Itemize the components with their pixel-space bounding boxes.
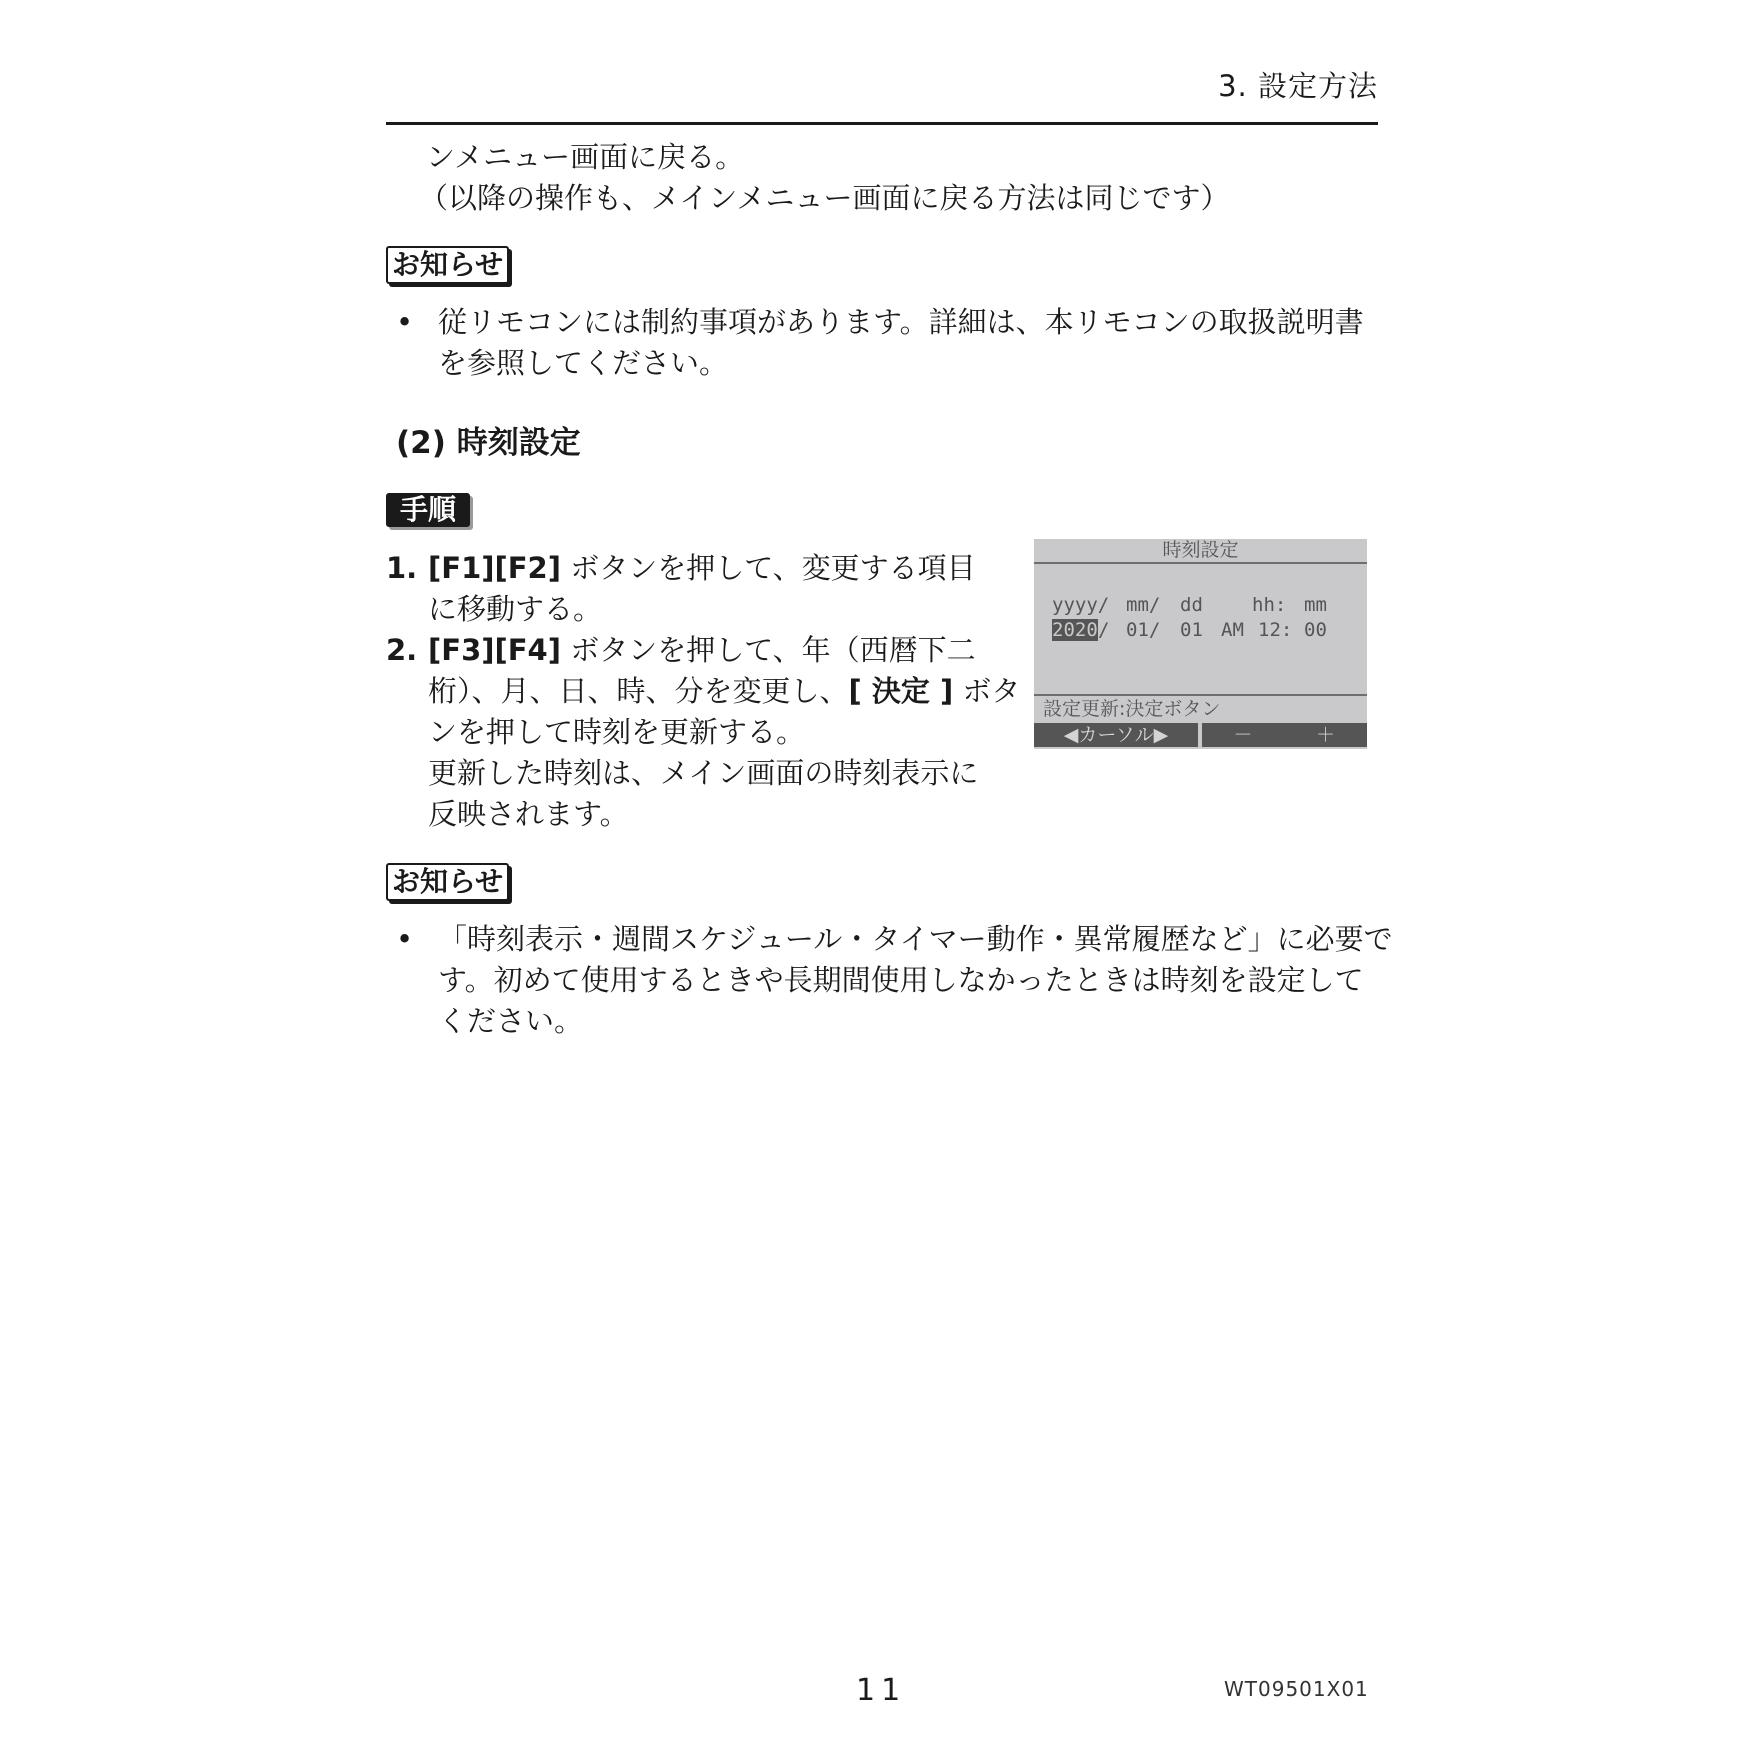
lcd-value-year-separator: / <box>1098 619 1110 641</box>
lcd-value-month: 01/ <box>1126 619 1161 641</box>
step-1-number: 1. <box>386 551 418 585</box>
lcd-title: 時刻設定 <box>1034 539 1367 564</box>
lcd-value-hour: 12: <box>1258 619 1293 641</box>
step-2-line-1 <box>428 630 986 671</box>
lcd-cursor-button: ◀カーソル▶ <box>1034 723 1198 747</box>
step-1-line-2: に移動する。 <box>428 592 603 626</box>
page-number: 11 <box>856 1673 907 1708</box>
notice-2-line-2: す。初めて使用するときや長期間使用しなかったときは時刻を設定して <box>438 963 1364 997</box>
section-title: (2) 時刻設定 <box>396 425 581 461</box>
lcd-value-day: 01 <box>1180 619 1203 641</box>
lcd-label-day: dd <box>1180 594 1203 616</box>
step-2-number: 2. <box>386 633 418 667</box>
lcd-hint: 設定更新:決定ボタン <box>1034 694 1367 720</box>
lcd-label-year: yyyy/ <box>1052 594 1110 616</box>
step-2-line-1-rest: ボタンを押して、年（西暦下二 <box>561 633 976 667</box>
bullet-dot: • <box>396 305 414 339</box>
notice-label-2: お知らせ <box>386 863 509 901</box>
lcd-screen <box>1034 539 1367 749</box>
step-2-line-2 <box>428 671 1021 712</box>
notice-label-1: お知らせ <box>386 246 509 284</box>
step-1-keys: [F1][F2] <box>428 551 561 585</box>
step-2-confirm-key: [ 決定 ] <box>848 674 954 708</box>
notice-1-line-2: を参照してください。 <box>438 346 729 380</box>
step-2 <box>386 630 1021 835</box>
intro-line-2: （以降の操作も、メインメニュー画面に戻る方法は同じです） <box>419 181 1230 215</box>
step-2-line-5: 反映されます。 <box>428 797 629 831</box>
lcd-value-ampm: AM <box>1221 619 1244 641</box>
step-2-line-4: 更新した時刻は、メイン画面の時刻表示に <box>428 756 979 790</box>
step-2-keys: [F3][F4] <box>428 633 561 667</box>
intro-line-1: ンメニュー画面に戻る。 <box>426 140 745 174</box>
lcd-label-month: mm/ <box>1126 594 1161 616</box>
procedure-label: 手順 <box>386 493 470 527</box>
notice-2-text <box>438 919 1393 1042</box>
step-2-line-2-pre: 桁）、月、日、時、分を変更し、 <box>428 674 849 708</box>
step-1-line-1 <box>428 548 986 589</box>
step-1 <box>386 548 986 630</box>
lcd-label-minute: mm <box>1304 594 1327 616</box>
bullet-dot: • <box>396 922 414 956</box>
notice-2-line-3: ください。 <box>438 1004 584 1038</box>
lcd-plus-button: ＋ <box>1284 723 1367 747</box>
step-1-line-1-rest: ボタンを押して、変更する項目 <box>561 551 976 585</box>
notice-1-line-1: 従リモコンには制約事項があります。詳細は、本リモコンの取扱説明書 <box>438 305 1364 339</box>
lcd-label-hour: hh: <box>1252 594 1287 616</box>
document-code: WT09501X01 <box>1224 1677 1369 1701</box>
notice-1-text <box>438 302 1364 384</box>
lcd-value-minute: 00 <box>1304 619 1327 641</box>
lcd-value-year: 2020 <box>1052 619 1098 641</box>
page-header <box>386 56 1378 125</box>
step-2-line-3: ンを押して時刻を更新する。 <box>428 715 806 749</box>
notice-2-line-1: 「時刻表示・週間スケジュール・タイマー動作・異常履歴など」に必要で <box>438 922 1393 956</box>
lcd-minus-button: － <box>1202 723 1284 747</box>
step-2-line-2-post: ボタ <box>953 674 1021 708</box>
procedure-steps <box>386 548 1021 835</box>
header-title: 3. 設定方法 <box>1218 69 1378 103</box>
